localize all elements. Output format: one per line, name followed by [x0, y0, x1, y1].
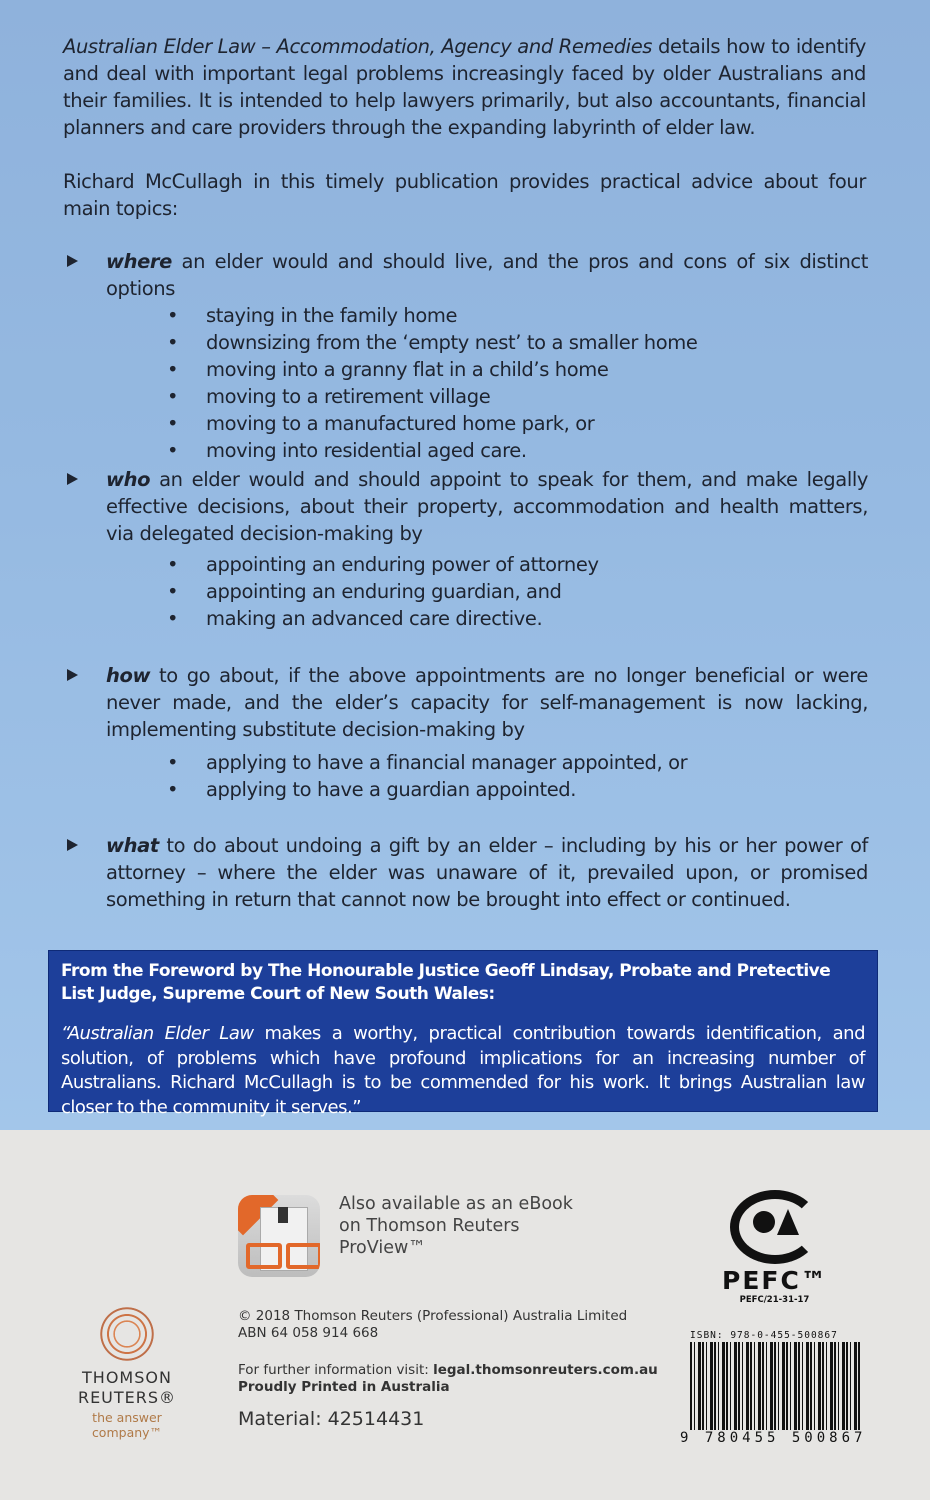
list-item: • moving into residential aged care.	[63, 437, 868, 464]
foreword-heading: From the Foreword by The Honourable Justice Geoff Lindsay, Probate and Pretective List Judge, Supreme Court of New South Wales:	[61, 961, 831, 1004]
list-item: • staying in the family home	[63, 302, 868, 329]
topic-how	[63, 662, 868, 803]
arrow-bullet-icon	[67, 839, 78, 851]
copyright: © 2018 Thomson Reuters (Professional) Australia Limited	[238, 1308, 628, 1324]
arrow-bullet-icon	[67, 669, 78, 681]
list-item: • applying to have a guardian appointed.	[63, 776, 868, 803]
foreword-box	[48, 950, 878, 1118]
list-item: • making an advanced care directive.	[63, 605, 868, 632]
list-item: • moving to a retirement village	[63, 383, 868, 410]
publisher-name: THOMSON	[82, 1368, 172, 1387]
printed-note: Proudly Printed in Australia	[238, 1379, 450, 1395]
topic-keyword: how	[106, 664, 151, 687]
list-item: • moving to a manufactured home park, or	[63, 410, 868, 437]
topic-text: an elder would and should appoint to speak for them, and make legally effective decisions, about their property, accommodation and health matters, via delegated decision-making by	[106, 468, 868, 545]
isbn-label: ISBN: 978-0-455-500867	[690, 1330, 838, 1341]
pefc-code: PEFC/21-31-17	[739, 1295, 810, 1305]
topic-who	[63, 466, 868, 632]
pefc-word: PEFC™	[722, 1266, 828, 1295]
website-link[interactable]: legal.thomsonreuters.com.au	[433, 1362, 658, 1378]
quote-title: “Australian Elder Law	[61, 1023, 254, 1044]
pefc-logo	[722, 1190, 827, 1305]
topic-keyword: where	[106, 250, 172, 273]
book-title: Australian Elder Law – Accommodation, Agency and Remedies	[63, 35, 653, 58]
topic-text: an elder would and should live, and the pros and cons of six distinct options	[106, 250, 868, 300]
proview-app-icon	[238, 1195, 320, 1277]
topic-what	[63, 832, 868, 913]
foreword-quote	[61, 1022, 865, 1120]
ebook-line: Also available as an eBook	[339, 1194, 573, 1214]
publisher-tagline: the answer company™	[91, 1410, 163, 1440]
list-item: • appointing an enduring power of attorney	[63, 551, 868, 578]
lead-paragraph: Richard McCullagh in this timely publication provides practical advice about four main topics:	[63, 170, 866, 220]
list-item: • applying to have a financial manager appointed, or	[63, 749, 868, 776]
topic-text: to do about undoing a gift by an elder – including by his or her power of attorney – where the elder was unaware of it, prevailed upon, or promised something in return that cannot now be brought into effect or continued.	[106, 834, 868, 911]
publisher-name: REUTERS®	[77, 1388, 177, 1407]
material-number: Material: 42514431	[238, 1408, 425, 1430]
topic-keyword: what	[106, 834, 159, 857]
dot-circle-icon	[99, 1306, 155, 1362]
barcode-number: 9 780455 500867	[676, 1430, 870, 1446]
quote-text: makes a worthy, practical contribution towards identification, and solution, of problems which have profound implications for an increasing number of Australians. Richard McCullagh is to be commended for his work. It brings Australian law closer to the community it serves.”	[61, 1023, 865, 1118]
ebook-line: on Thomson Reuters	[339, 1216, 520, 1236]
ebook-line: ProView™	[339, 1238, 426, 1258]
ebook-notice	[339, 1193, 573, 1259]
list-item: • appointing an enduring guardian, and	[63, 578, 868, 605]
topic-text: to go about, if the above appointments are no longer beneficial or were never made, and the elder’s capacity for self-management is now lacking, implementing substitute decision-making by	[106, 664, 868, 741]
info-label: For further information visit:	[238, 1362, 434, 1378]
topic-where	[63, 248, 868, 464]
topic-keyword: who	[106, 468, 151, 491]
intro-text: details how to identify and deal with important legal problems increasingly faced by older Australians and their families. It is intended to help lawyers primarily, but also accountants, financial planners and care providers through the expanding labyrinth of elder law.	[63, 35, 866, 139]
list-item: • downsizing from the ‘empty nest’ to a smaller home	[63, 329, 868, 356]
trees-icon	[730, 1190, 820, 1264]
list-item: • moving into a granny flat in a child’s home	[63, 356, 868, 383]
intro-paragraph	[63, 33, 866, 141]
arrow-bullet-icon	[67, 473, 78, 485]
thomson-reuters-logo	[62, 1306, 192, 1440]
abn: ABN 64 058 914 668	[238, 1325, 379, 1341]
info-line	[238, 1362, 658, 1379]
barcode-icon	[690, 1342, 862, 1430]
arrow-bullet-icon	[67, 255, 78, 267]
